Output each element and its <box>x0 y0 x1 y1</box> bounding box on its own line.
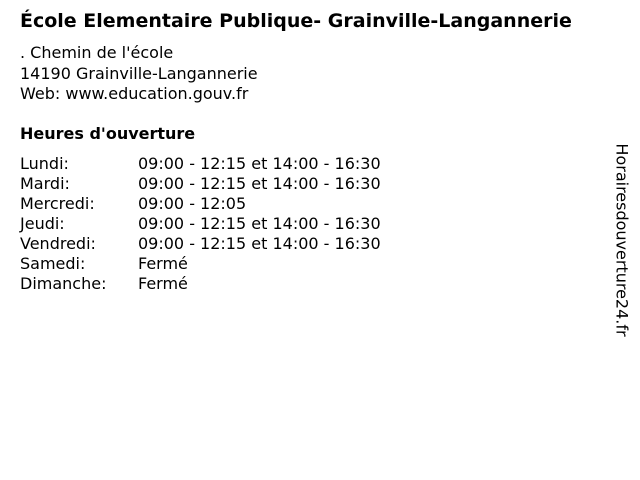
time-value: Fermé <box>138 254 188 273</box>
page-title: École Elementaire Publique- Grainville-Langannerie <box>20 10 572 32</box>
hours-row-thursday <box>20 214 381 234</box>
hours-row-saturday <box>20 254 381 274</box>
hours-row-tuesday <box>20 174 381 194</box>
address-block <box>20 43 258 105</box>
day-label: Samedi: <box>20 254 86 273</box>
day-label: Dimanche: <box>20 274 107 293</box>
site-watermark: Horairesdouverture24.fr <box>612 143 632 337</box>
opening-hours-table <box>20 154 381 294</box>
time-value: 09:00 - 12:15 et 14:00 - 16:30 <box>138 174 381 193</box>
time-value: 09:00 - 12:15 et 14:00 - 16:30 <box>138 154 381 173</box>
day-label: Mardi: <box>20 174 70 193</box>
day-label: Lundi: <box>20 154 69 173</box>
time-value: 09:00 - 12:05 <box>138 194 247 213</box>
hours-row-monday <box>20 154 381 174</box>
hours-row-friday <box>20 234 381 254</box>
website-text: Web: www.education.gouv.fr <box>20 84 249 103</box>
hours-row-wednesday <box>20 194 381 214</box>
opening-hours-heading: Heures d'ouverture <box>20 124 196 143</box>
time-value: Fermé <box>138 274 188 293</box>
hours-row-sunday <box>20 274 381 294</box>
time-value: 09:00 - 12:15 et 14:00 - 16:30 <box>138 234 381 253</box>
day-label: Vendredi: <box>20 234 96 253</box>
address-street: . Chemin de l'école <box>20 43 174 62</box>
address-city: 14190 Grainville-Langannerie <box>20 63 258 83</box>
time-value: 09:00 - 12:15 et 14:00 - 16:30 <box>138 214 381 233</box>
day-label: Jeudi: <box>20 214 65 233</box>
day-label: Mercredi: <box>20 194 95 213</box>
